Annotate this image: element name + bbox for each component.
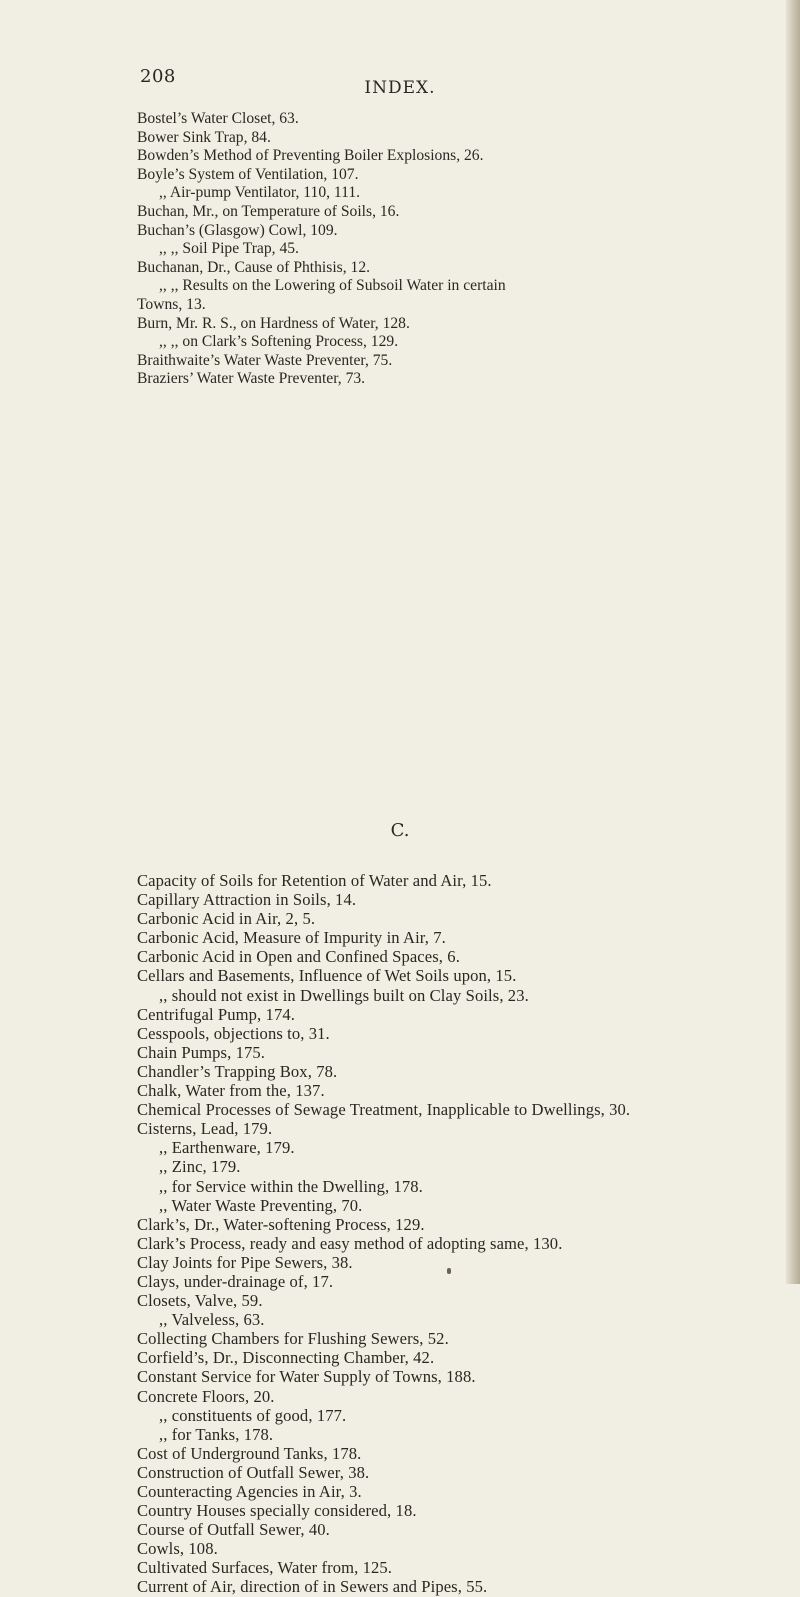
index-entry: Clark’s Process, ready and easy method of adopting same, 130. [137,1233,563,1253]
index-entry: Clark’s, Dr., Water-softening Process, 129. [137,1214,425,1234]
index-entry: Constant Service for Water Supply of Towns, 188. [137,1367,476,1387]
ink-smudge [447,1268,451,1274]
index-entry: Country Houses specially considered, 18. [137,1501,417,1521]
index-section-b [137,110,777,389]
index-subentry: ,, for Service within the Dwelling, 178. [159,1176,423,1196]
index-entry: Clay Joints for Pipe Sewers, 38. [137,1252,353,1272]
index-entry: Carbonic Acid in Air, 2, 5. [137,909,316,929]
index-entry: Capacity of Soils for Retention of Water and Air, 15. [137,871,492,890]
index-subentry: ,, for Tanks, 178. [159,1424,274,1444]
page-number: 208 [140,66,176,87]
index-subentry: ,, constituents of good, 177. [159,1405,347,1425]
index-subentry: ,, Air-pump Ventilator, 110, 111. [159,184,361,202]
index-subentry: ,, Valveless, 63. [159,1310,265,1330]
index-subentry: ,, should not exist in Dwellings built on Clay Soils, 23. [159,985,529,1005]
index-subentry: ,, Zinc, 179. [159,1157,241,1177]
index-entry: Braziers’ Water Waste Preventer, 73. [137,370,366,388]
index-entry: Buchan’s (Glasgow) Cowl, 109. [137,221,338,239]
index-entry: Boyle’s System of Ventilation, 107. [137,165,359,183]
index-entry: Course of Outfall Sewer, 40. [137,1520,330,1540]
index-entry: Closets, Valve, 59. [137,1291,263,1311]
index-entry: Capillary Attraction in Soils, 14. [137,890,357,910]
index-entry: Counteracting Agencies in Air, 3. [137,1482,362,1501]
index-entry: Bostel’s Water Closet, 63. [137,110,299,127]
index-entry: Centrifugal Pump, 174. [137,1004,295,1024]
index-entry: Buchanan, Dr., Cause of Phthisis, 12. [137,258,371,276]
page-edge-shadow [786,0,800,1284]
index-entry: Chandler’s Trapping Box, 78. [137,1061,338,1081]
index-entry: Braithwaite’s Water Waste Preventer, 75. [137,351,393,369]
index-entry: Corfield’s, Dr., Disconnecting Chamber, 42. [137,1348,435,1368]
index-subentry: ,, ,, Soil Pipe Trap, 45. [159,240,299,258]
index-entry: Carbonic Acid in Open and Confined Spaces, 6. [137,947,460,967]
index-entry: Cesspools, objections to, 31. [137,1023,330,1043]
index-entry: Burn, Mr. R. S., on Hardness of Water, 128. [137,314,410,332]
index-entry: Cellars and Basements, Influence of Wet Soils upon, 15. [137,966,517,986]
index-entry: Construction of Outfall Sewer, 38. [137,1462,370,1482]
index-entry: Bowden’s Method of Preventing Boiler Explosions, 26. [137,147,484,165]
index-entry: Concrete Floors, 20. [137,1386,275,1406]
index-entry: Buchan, Mr., on Temperature of Soils, 16. [137,202,400,220]
index-subentry: ,, ,, on Clark’s Softening Process, 129. [159,333,399,351]
section-letter-c: C. [390,820,410,841]
index-entry: Current of Air, direction of in Sewers and Pipes, 55. [137,1577,488,1597]
index-entry: Chemical Processes of Sewage Treatment, Inapplicable to Dwellings, 30. [137,1100,631,1120]
index-entry: Collecting Chambers for Flushing Sewers, 52. [137,1329,449,1349]
index-section-c [137,871,777,1597]
index-subentry: ,, Earthenware, 179. [159,1138,295,1158]
index-entry: Cost of Underground Tanks, 178. [137,1443,362,1463]
index-entry: Clays, under-drainage of, 17. [137,1271,334,1291]
index-subentry: ,, ,, Results on the Lowering of Subsoil Water in certain [159,277,506,295]
index-entry: Cowls, 108. [137,1539,218,1559]
index-entry: Cisterns, Lead, 179. [137,1119,273,1139]
index-entry: Cultivated Surfaces, Water from, 125. [137,1558,393,1578]
index-entry-continuation: Towns, 13. [137,295,206,313]
running-head: INDEX. [364,78,436,98]
index-entry: Chain Pumps, 175. [137,1042,266,1062]
index-entry: Chalk, Water from the, 137. [137,1081,325,1101]
index-entry: Bower Sink Trap, 84. [137,128,271,146]
index-subentry: ,, Water Waste Preventing, 70. [159,1195,363,1215]
index-entry: Carbonic Acid, Measure of Impurity in Air, 7. [137,928,446,948]
